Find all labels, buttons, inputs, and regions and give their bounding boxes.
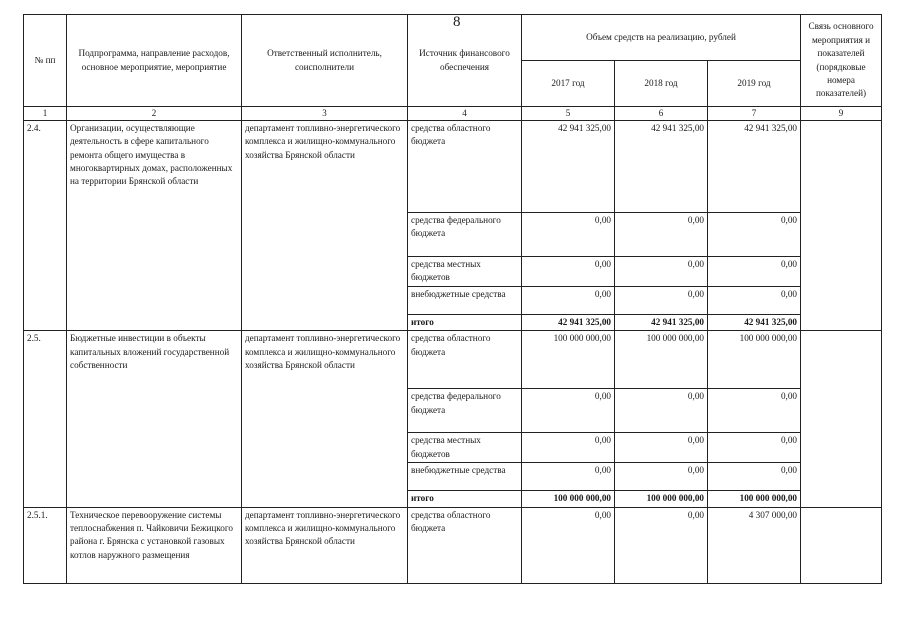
table-row (24, 331, 882, 389)
total-2018: 42 941 325,00 (615, 315, 708, 331)
value-2017: 0,00 (522, 463, 615, 491)
item-number: 2.5. (24, 331, 67, 507)
value-2018: 42 941 325,00 (615, 121, 708, 213)
header-year-2017: 2017 год (522, 61, 615, 107)
col-number: 4 (408, 107, 522, 121)
header-year-2019: 2019 год (708, 61, 801, 107)
col-number: 7 (708, 107, 801, 121)
value-2019: 0,00 (708, 213, 801, 257)
col-number: 1 (24, 107, 67, 121)
item-name: Бюджетные инвестиции в объекты капитальных вложений государственной собственности (67, 331, 242, 507)
value-2018: 0,00 (615, 213, 708, 257)
funding-source: средства областного бюджета (408, 121, 522, 213)
value-2019: 100 000 000,00 (708, 331, 801, 389)
header-no: № пп (24, 15, 67, 107)
table-row (24, 507, 882, 583)
link-cell (801, 507, 882, 583)
total-label: итого (408, 491, 522, 507)
item-executor: департамент топливно-энергетического комплекса и жилищно-коммунального хозяйства Брянской области (242, 507, 408, 583)
item-name: Организации, осуществляющие деятельность в сфере капитального ремонта общего имущества в многоквартирных домах, расположенных на территории Брянской области (67, 121, 242, 331)
value-2019: 42 941 325,00 (708, 121, 801, 213)
funding-source: внебюджетные средства (408, 287, 522, 315)
value-2017: 42 941 325,00 (522, 121, 615, 213)
value-2018: 100 000 000,00 (615, 331, 708, 389)
header-source: Источник финансового обеспечения (408, 15, 522, 107)
col-number: 3 (242, 107, 408, 121)
value-2018: 0,00 (615, 507, 708, 583)
page-number: 8 (453, 14, 461, 30)
value-2017: 0,00 (522, 257, 615, 287)
total-2018: 100 000 000,00 (615, 491, 708, 507)
value-2017: 0,00 (522, 507, 615, 583)
total-2017: 42 941 325,00 (522, 315, 615, 331)
col-number: 9 (801, 107, 882, 121)
value-2019: 0,00 (708, 463, 801, 491)
item-number: 2.4. (24, 121, 67, 331)
value-2017: 100 000 000,00 (522, 331, 615, 389)
header-link: Связь основного мероприятия и показателей (порядковые номера показателей) (801, 15, 882, 107)
header-row (24, 15, 882, 61)
value-2017: 0,00 (522, 287, 615, 315)
item-name: Техническое перевооружение системы теплоснабжения п. Чайковичи Бежицкого района г. Брянска с установкой газовых котлов наружного размещения (67, 507, 242, 583)
header-subprogram: Подпрограмма, направление расходов, основное мероприятие, мероприятие (67, 15, 242, 107)
col-number: 2 (67, 107, 242, 121)
value-2017: 0,00 (522, 389, 615, 433)
column-numbers-row (24, 107, 882, 121)
value-2018: 0,00 (615, 287, 708, 315)
total-label: итого (408, 315, 522, 331)
value-2017: 0,00 (522, 433, 615, 463)
funding-source: внебюджетные средства (408, 463, 522, 491)
value-2019: 0,00 (708, 287, 801, 315)
item-executor: департамент топливно-энергетического комплекса и жилищно-коммунального хозяйства Брянской области (242, 331, 408, 507)
item-executor: департамент топливно-энергетического комплекса и жилищно-коммунального хозяйства Брянской области (242, 121, 408, 331)
total-2017: 100 000 000,00 (522, 491, 615, 507)
funding-source: средства областного бюджета (408, 507, 522, 583)
value-2018: 0,00 (615, 389, 708, 433)
header-volume: Объем средств на реализацию, рублей (522, 15, 801, 61)
value-2019: 0,00 (708, 433, 801, 463)
funding-source: средства местных бюджетов (408, 257, 522, 287)
value-2018: 0,00 (615, 433, 708, 463)
value-2018: 0,00 (615, 257, 708, 287)
funding-source: средства местных бюджетов (408, 433, 522, 463)
value-2019: 0,00 (708, 389, 801, 433)
link-cell (801, 121, 882, 331)
value-2019: 4 307 000,00 (708, 507, 801, 583)
value-2019: 0,00 (708, 257, 801, 287)
total-2019: 42 941 325,00 (708, 315, 801, 331)
funding-source: средства федерального бюджета (408, 213, 522, 257)
link-cell (801, 331, 882, 507)
program-table (23, 14, 882, 584)
col-number: 6 (615, 107, 708, 121)
table-row (24, 121, 882, 213)
funding-source: средства областного бюджета (408, 331, 522, 389)
header-executor: Ответственный исполнитель, соисполнители (242, 15, 408, 107)
value-2017: 0,00 (522, 213, 615, 257)
item-number: 2.5.1. (24, 507, 67, 583)
value-2018: 0,00 (615, 463, 708, 491)
col-number: 5 (522, 107, 615, 121)
funding-source: средства федерального бюджета (408, 389, 522, 433)
total-2019: 100 000 000,00 (708, 491, 801, 507)
header-year-2018: 2018 год (615, 61, 708, 107)
